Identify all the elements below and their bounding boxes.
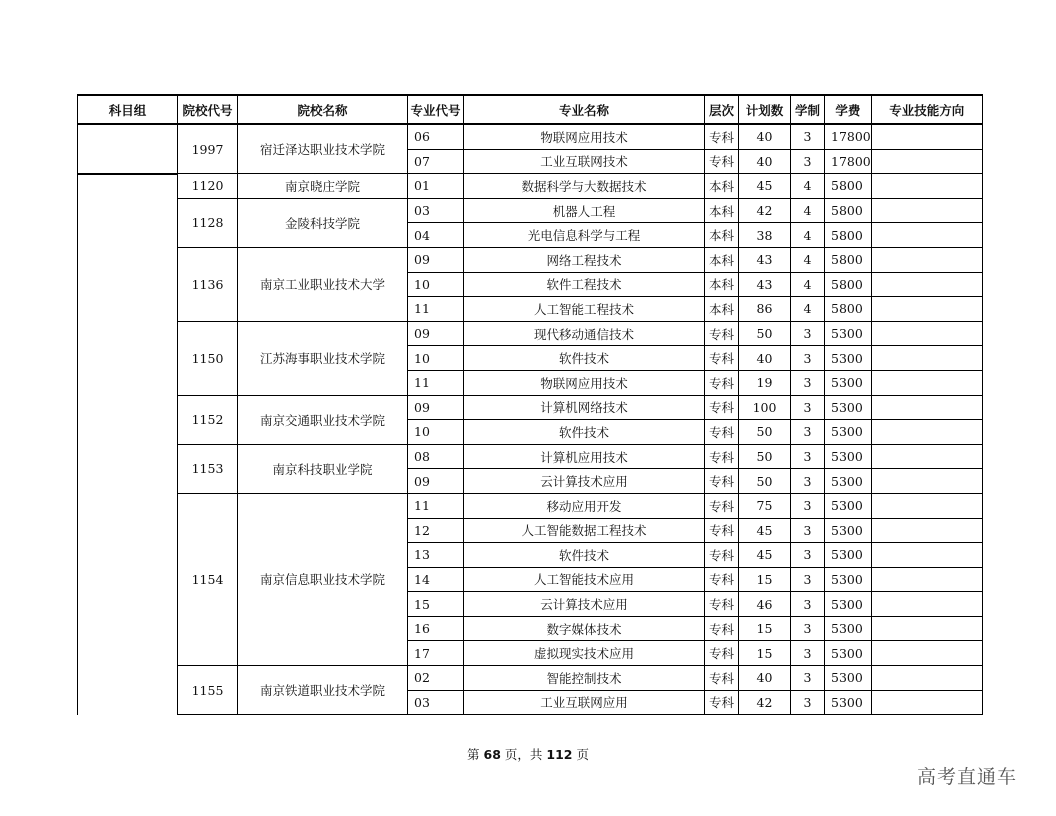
table-row (78, 321, 983, 346)
total-page-number: 112 (546, 747, 573, 762)
duration-cell: 4 (791, 272, 825, 297)
major-name-cell: 计算机应用技术 (464, 444, 705, 469)
major-name-cell: 软件技术 (464, 543, 705, 568)
skill-direction-cell (871, 370, 982, 395)
level-cell: 专科 (705, 469, 739, 494)
table-row (78, 198, 983, 223)
header-plan-count: 计划数 (739, 95, 791, 124)
skill-direction-cell (871, 469, 982, 494)
duration-cell: 4 (791, 174, 825, 199)
header-major-name: 专业名称 (464, 95, 705, 124)
major-code-cell: 10 (408, 346, 464, 371)
duration-cell: 3 (791, 592, 825, 617)
plan-count-cell: 40 (739, 666, 791, 691)
major-name-cell: 软件工程技术 (464, 272, 705, 297)
skill-direction-cell (871, 297, 982, 322)
header-tuition: 学费 (825, 95, 872, 124)
duration-cell: 4 (791, 247, 825, 272)
major-name-cell: 人工智能数据工程技术 (464, 518, 705, 543)
duration-cell: 3 (791, 370, 825, 395)
school-code-cell: 1128 (178, 198, 238, 247)
duration-cell: 3 (791, 666, 825, 691)
tuition-cell: 5800 (825, 198, 872, 223)
table-body (78, 124, 983, 715)
skill-direction-cell (871, 321, 982, 346)
tuition-cell: 5300 (825, 518, 872, 543)
major-name-cell: 人工智能工程技术 (464, 297, 705, 322)
plan-count-cell: 45 (739, 174, 791, 199)
school-code-cell: 1154 (178, 493, 238, 665)
plan-count-cell: 19 (739, 370, 791, 395)
major-code-cell: 17 (408, 641, 464, 666)
duration-cell: 3 (791, 420, 825, 445)
level-cell: 专科 (705, 616, 739, 641)
level-cell: 本科 (705, 223, 739, 248)
duration-cell: 3 (791, 124, 825, 149)
major-name-cell: 数据科学与大数据技术 (464, 174, 705, 199)
table-row (78, 493, 983, 518)
major-name-cell: 工业互联网技术 (464, 149, 705, 174)
skill-direction-cell (871, 124, 982, 149)
duration-cell: 3 (791, 395, 825, 420)
skill-direction-cell (871, 444, 982, 469)
duration-cell: 3 (791, 543, 825, 568)
level-cell: 专科 (705, 420, 739, 445)
level-cell: 本科 (705, 297, 739, 322)
plan-count-cell: 42 (739, 198, 791, 223)
school-name-cell: 江苏海事职业技术学院 (238, 321, 408, 395)
major-code-cell: 09 (408, 395, 464, 420)
level-cell: 本科 (705, 198, 739, 223)
skill-direction-cell (871, 198, 982, 223)
plan-count-cell: 15 (739, 567, 791, 592)
major-name-cell: 数字媒体技术 (464, 616, 705, 641)
tuition-cell: 5300 (825, 370, 872, 395)
tuition-cell: 5300 (825, 469, 872, 494)
school-name-cell: 南京信息职业技术学院 (238, 493, 408, 665)
school-code-cell: 1152 (178, 395, 238, 444)
major-name-cell: 物联网应用技术 (464, 124, 705, 149)
table-row (78, 124, 983, 149)
level-cell: 专科 (705, 444, 739, 469)
tuition-cell: 5800 (825, 297, 872, 322)
school-code-cell: 1997 (178, 124, 238, 174)
page-footer (0, 745, 1056, 763)
major-name-cell: 云计算技术应用 (464, 592, 705, 617)
major-name-cell: 虚拟现实技术应用 (464, 641, 705, 666)
major-name-cell: 计算机网络技术 (464, 395, 705, 420)
major-code-cell: 04 (408, 223, 464, 248)
skill-direction-cell (871, 223, 982, 248)
level-cell: 专科 (705, 690, 739, 715)
tuition-cell: 5300 (825, 592, 872, 617)
plan-count-cell: 50 (739, 469, 791, 494)
plan-count-cell: 42 (739, 690, 791, 715)
tuition-cell: 5300 (825, 444, 872, 469)
major-code-cell: 11 (408, 297, 464, 322)
skill-direction-cell (871, 567, 982, 592)
major-code-cell: 11 (408, 493, 464, 518)
major-code-cell: 03 (408, 690, 464, 715)
duration-cell: 3 (791, 641, 825, 666)
tuition-cell: 17800 (825, 149, 872, 174)
major-code-cell: 08 (408, 444, 464, 469)
header-school-code: 院校代号 (178, 95, 238, 124)
major-name-cell: 人工智能技术应用 (464, 567, 705, 592)
skill-direction-cell (871, 174, 982, 199)
tuition-cell: 5800 (825, 247, 872, 272)
table-row (78, 666, 983, 691)
skill-direction-cell (871, 641, 982, 666)
tuition-cell: 5300 (825, 395, 872, 420)
level-cell: 专科 (705, 518, 739, 543)
plan-count-cell: 40 (739, 346, 791, 371)
major-code-cell: 10 (408, 420, 464, 445)
plan-count-cell: 45 (739, 543, 791, 568)
duration-cell: 3 (791, 321, 825, 346)
skill-direction-cell (871, 395, 982, 420)
watermark-text: 高考直通车 (917, 766, 1018, 788)
tuition-cell: 5800 (825, 223, 872, 248)
plan-count-cell: 38 (739, 223, 791, 248)
major-code-cell: 15 (408, 592, 464, 617)
major-code-cell: 12 (408, 518, 464, 543)
table-row (78, 174, 983, 199)
level-cell: 专科 (705, 124, 739, 149)
level-cell: 本科 (705, 247, 739, 272)
table-header-row (78, 95, 983, 124)
level-cell: 专科 (705, 149, 739, 174)
table-row (78, 247, 983, 272)
skill-direction-cell (871, 616, 982, 641)
plan-count-cell: 100 (739, 395, 791, 420)
duration-cell: 4 (791, 297, 825, 322)
plan-count-cell: 43 (739, 247, 791, 272)
duration-cell: 4 (791, 198, 825, 223)
skill-direction-cell (871, 149, 982, 174)
skill-direction-cell (871, 666, 982, 691)
header-duration: 学制 (791, 95, 825, 124)
plan-count-cell: 43 (739, 272, 791, 297)
tuition-cell: 5300 (825, 420, 872, 445)
school-code-cell: 1155 (178, 666, 238, 715)
school-name-cell: 宿迁泽达职业技术学院 (238, 124, 408, 174)
enrollment-plan-table (77, 94, 983, 715)
major-code-cell: 16 (408, 616, 464, 641)
level-cell: 专科 (705, 641, 739, 666)
level-cell: 专科 (705, 321, 739, 346)
plan-count-cell: 40 (739, 149, 791, 174)
school-code-cell: 1136 (178, 247, 238, 321)
duration-cell: 4 (791, 223, 825, 248)
level-cell: 专科 (705, 666, 739, 691)
major-code-cell: 06 (408, 124, 464, 149)
major-name-cell: 移动应用开发 (464, 493, 705, 518)
plan-count-cell: 15 (739, 641, 791, 666)
table-row (78, 444, 983, 469)
tuition-cell: 5300 (825, 690, 872, 715)
tuition-cell: 5800 (825, 272, 872, 297)
duration-cell: 3 (791, 444, 825, 469)
major-code-cell: 10 (408, 272, 464, 297)
skill-direction-cell (871, 420, 982, 445)
tuition-cell: 5300 (825, 567, 872, 592)
major-code-cell: 07 (408, 149, 464, 174)
tuition-cell: 5300 (825, 493, 872, 518)
school-name-cell: 南京晓庄学院 (238, 174, 408, 199)
major-code-cell: 11 (408, 370, 464, 395)
skill-direction-cell (871, 592, 982, 617)
major-name-cell: 工业互联网应用 (464, 690, 705, 715)
level-cell: 本科 (705, 174, 739, 199)
level-cell: 本科 (705, 272, 739, 297)
skill-direction-cell (871, 543, 982, 568)
school-code-cell: 1120 (178, 174, 238, 199)
duration-cell: 3 (791, 346, 825, 371)
level-cell: 专科 (705, 567, 739, 592)
major-name-cell: 智能控制技术 (464, 666, 705, 691)
major-name-cell: 机器人工程 (464, 198, 705, 223)
footer-prefix: 第 (467, 747, 480, 762)
skill-direction-cell (871, 247, 982, 272)
major-code-cell: 13 (408, 543, 464, 568)
duration-cell: 3 (791, 690, 825, 715)
plan-count-cell: 75 (739, 493, 791, 518)
header-school-name: 院校名称 (238, 95, 408, 124)
level-cell: 专科 (705, 346, 739, 371)
table-row (78, 395, 983, 420)
duration-cell: 3 (791, 469, 825, 494)
major-code-cell: 09 (408, 321, 464, 346)
major-name-cell: 云计算技术应用 (464, 469, 705, 494)
subject-group-cell (78, 124, 178, 174)
duration-cell: 3 (791, 567, 825, 592)
plan-count-cell: 50 (739, 444, 791, 469)
footer-middle: 页，共 (504, 747, 543, 762)
footer-suffix: 页 (576, 747, 589, 762)
tuition-cell: 5300 (825, 321, 872, 346)
major-name-cell: 现代移动通信技术 (464, 321, 705, 346)
duration-cell: 3 (791, 518, 825, 543)
plan-count-cell: 46 (739, 592, 791, 617)
skill-direction-cell (871, 690, 982, 715)
plan-count-cell: 45 (739, 518, 791, 543)
school-code-cell: 1150 (178, 321, 238, 395)
tuition-cell: 5300 (825, 543, 872, 568)
duration-cell: 3 (791, 616, 825, 641)
major-name-cell: 软件技术 (464, 346, 705, 371)
major-name-cell: 物联网应用技术 (464, 370, 705, 395)
school-name-cell: 南京工业职业技术大学 (238, 247, 408, 321)
skill-direction-cell (871, 518, 982, 543)
level-cell: 专科 (705, 543, 739, 568)
major-code-cell: 01 (408, 174, 464, 199)
skill-direction-cell (871, 272, 982, 297)
plan-count-cell: 50 (739, 321, 791, 346)
school-name-cell: 南京交通职业技术学院 (238, 395, 408, 444)
major-code-cell: 02 (408, 666, 464, 691)
major-code-cell: 14 (408, 567, 464, 592)
major-name-cell: 软件技术 (464, 420, 705, 445)
plan-count-cell: 86 (739, 297, 791, 322)
skill-direction-cell (871, 346, 982, 371)
school-name-cell: 金陵科技学院 (238, 198, 408, 247)
level-cell: 专科 (705, 592, 739, 617)
major-code-cell: 03 (408, 198, 464, 223)
duration-cell: 3 (791, 493, 825, 518)
major-code-cell: 09 (408, 247, 464, 272)
tuition-cell: 5300 (825, 666, 872, 691)
major-code-cell: 09 (408, 469, 464, 494)
subject-group-cell (78, 174, 178, 715)
header-level: 层次 (705, 95, 739, 124)
tuition-cell: 5300 (825, 346, 872, 371)
header-subject-group: 科目组 (78, 95, 178, 124)
major-name-cell: 网络工程技术 (464, 247, 705, 272)
plan-count-cell: 40 (739, 124, 791, 149)
level-cell: 专科 (705, 395, 739, 420)
tuition-cell: 5800 (825, 174, 872, 199)
level-cell: 专科 (705, 370, 739, 395)
tuition-cell: 17800 (825, 124, 872, 149)
school-name-cell: 南京科技职业学院 (238, 444, 408, 493)
plan-count-cell: 15 (739, 616, 791, 641)
current-page-number: 68 (483, 747, 501, 762)
header-skill-direction: 专业技能方向 (871, 95, 982, 124)
header-major-code: 专业代号 (408, 95, 464, 124)
tuition-cell: 5300 (825, 616, 872, 641)
duration-cell: 3 (791, 149, 825, 174)
major-name-cell: 光电信息科学与工程 (464, 223, 705, 248)
skill-direction-cell (871, 493, 982, 518)
plan-count-cell: 50 (739, 420, 791, 445)
level-cell: 专科 (705, 493, 739, 518)
tuition-cell: 5300 (825, 641, 872, 666)
school-code-cell: 1153 (178, 444, 238, 493)
school-name-cell: 南京铁道职业技术学院 (238, 666, 408, 715)
